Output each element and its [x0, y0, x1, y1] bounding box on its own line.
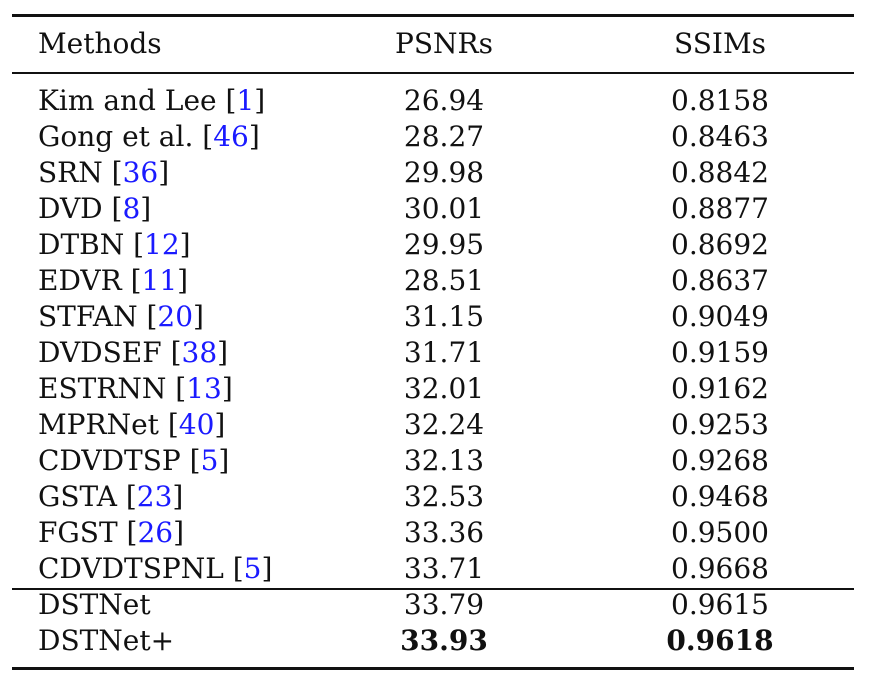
table-bottom-rule	[12, 667, 854, 670]
ssim-cell: 0.9668	[671, 552, 769, 585]
header-methods: Methods	[38, 27, 162, 60]
citation-close-bracket: ]	[173, 516, 185, 549]
method-cell	[38, 191, 151, 227]
citation-close-bracket: ]	[261, 552, 273, 585]
citation-close-bracket: ]	[179, 228, 191, 261]
method-cell	[38, 551, 272, 587]
psnr-cell: 32.13	[403, 444, 485, 477]
table-top-rule	[12, 14, 854, 17]
table-row	[0, 227, 869, 263]
citation-close-bracket: ]	[217, 336, 229, 369]
citation-close-bracket: ]	[193, 300, 204, 333]
method-name: CDVDTSPNL [	[38, 552, 244, 585]
psnr-cell: 30.01	[403, 192, 485, 225]
table-row	[0, 263, 869, 299]
citation-link[interactable]: 38	[181, 336, 218, 369]
ssim-cell: 0.9500	[671, 516, 769, 549]
method-cell	[38, 335, 228, 371]
ssim-cell: 0.9049	[671, 300, 769, 333]
method-cell: DSTNet	[38, 588, 151, 621]
method-cell	[38, 119, 260, 155]
psnr-cell: 29.98	[403, 156, 485, 189]
citation-link[interactable]: 36	[122, 156, 159, 189]
citation-link[interactable]: 5	[200, 444, 219, 477]
method-cell	[38, 155, 169, 191]
table-row	[0, 443, 869, 479]
citation-link[interactable]: 1	[236, 84, 255, 117]
table-row	[0, 83, 869, 119]
table-row	[0, 407, 869, 443]
method-name: Kim and Lee [	[38, 84, 237, 117]
method-cell	[38, 443, 229, 479]
ssim-cell: 0.8692	[671, 228, 769, 261]
table-row	[0, 479, 869, 515]
ssim-cell: 0.9253	[671, 408, 769, 441]
method-name: DVDSEF [	[38, 336, 182, 369]
ssim-cell: 0.8877	[671, 192, 769, 225]
ssim-cell: 0.9615	[671, 588, 769, 621]
method-name: GSTA [	[38, 480, 137, 513]
psnr-cell: 33.79	[403, 588, 485, 621]
psnr-cell: 28.27	[403, 120, 485, 153]
method-cell	[38, 83, 265, 119]
ssim-cell: 0.8842	[671, 156, 769, 189]
ssim-cell: 0.9159	[671, 336, 769, 369]
psnr-cell: 31.15	[403, 300, 485, 333]
psnr-cell: 29.95	[403, 228, 485, 261]
ssim-cell: 0.8158	[671, 84, 769, 117]
method-name: STFAN [	[38, 300, 158, 333]
table-row	[0, 119, 869, 155]
citation-close-bracket: ]	[254, 84, 266, 117]
method-cell	[38, 371, 233, 407]
psnr-cell: 32.53	[403, 480, 485, 513]
method-name: DTBN [	[38, 228, 145, 261]
method-cell	[38, 227, 191, 263]
method-name: ESTRNN [	[38, 372, 187, 405]
citation-close-bracket: ]	[172, 480, 184, 513]
psnr-cell: 33.36	[403, 516, 485, 549]
psnr-cell: 28.51	[403, 264, 485, 297]
ssim-cell: 0.9468	[671, 480, 769, 513]
method-name: EDVR [	[38, 264, 142, 297]
header-ssims: SSIMs	[674, 27, 766, 60]
psnr-cell-best: 33.93	[400, 624, 488, 657]
citation-link[interactable]: 5	[243, 552, 262, 585]
table-row	[0, 299, 869, 335]
ssim-cell: 0.8637	[671, 264, 769, 297]
table-row-ours-plus	[0, 623, 869, 659]
method-name: DVD [	[38, 192, 123, 225]
psnr-cell: 32.24	[403, 408, 485, 441]
table-row-ours	[0, 587, 869, 623]
ssim-cell: 0.8463	[671, 120, 769, 153]
table-header-row	[0, 26, 869, 62]
citation-close-bracket: ]	[158, 156, 170, 189]
citation-link[interactable]: 46	[213, 120, 249, 153]
citation-link[interactable]: 40	[178, 408, 215, 441]
citation-close-bracket: ]	[221, 372, 233, 405]
method-name: CDVDTSP [	[38, 444, 201, 477]
citation-link[interactable]: 13	[186, 372, 222, 405]
citation-link[interactable]: 8	[122, 192, 141, 225]
citation-close-bracket: ]	[140, 192, 152, 225]
ssim-cell: 0.9162	[671, 372, 769, 405]
table-header-rule	[12, 72, 854, 74]
citation-link[interactable]: 20	[157, 300, 194, 333]
table-row	[0, 551, 869, 587]
ssim-cell-best: 0.9618	[666, 624, 774, 657]
table-row	[0, 191, 869, 227]
citation-close-bracket: ]	[214, 408, 226, 441]
method-name: Gong et al. [	[38, 120, 214, 153]
citation-close-bracket: ]	[177, 264, 189, 297]
method-name: MPRNet [	[38, 408, 179, 441]
table-row	[0, 371, 869, 407]
table-row	[0, 335, 869, 371]
method-name: SRN [	[38, 156, 123, 189]
psnr-cell: 33.71	[403, 552, 485, 585]
table-row	[0, 155, 869, 191]
citation-link[interactable]: 23	[136, 480, 173, 513]
header-psnrs: PSNRs	[395, 27, 493, 60]
ssim-cell: 0.9268	[671, 444, 769, 477]
method-cell	[38, 479, 183, 515]
citation-link[interactable]: 12	[144, 228, 180, 261]
citation-link[interactable]: 26	[137, 516, 174, 549]
method-cell	[38, 299, 204, 335]
method-name: FGST [	[38, 516, 138, 549]
method-cell	[38, 263, 188, 299]
citation-link[interactable]: 11	[141, 264, 178, 297]
table-row	[0, 515, 869, 551]
psnr-cell: 31.71	[403, 336, 485, 369]
citation-close-bracket: ]	[218, 444, 230, 477]
method-cell: DSTNet+	[38, 624, 175, 657]
psnr-cell: 26.94	[403, 84, 485, 117]
method-cell	[38, 515, 184, 551]
psnr-cell: 32.01	[403, 372, 485, 405]
citation-close-bracket: ]	[248, 120, 260, 153]
method-cell	[38, 407, 225, 443]
